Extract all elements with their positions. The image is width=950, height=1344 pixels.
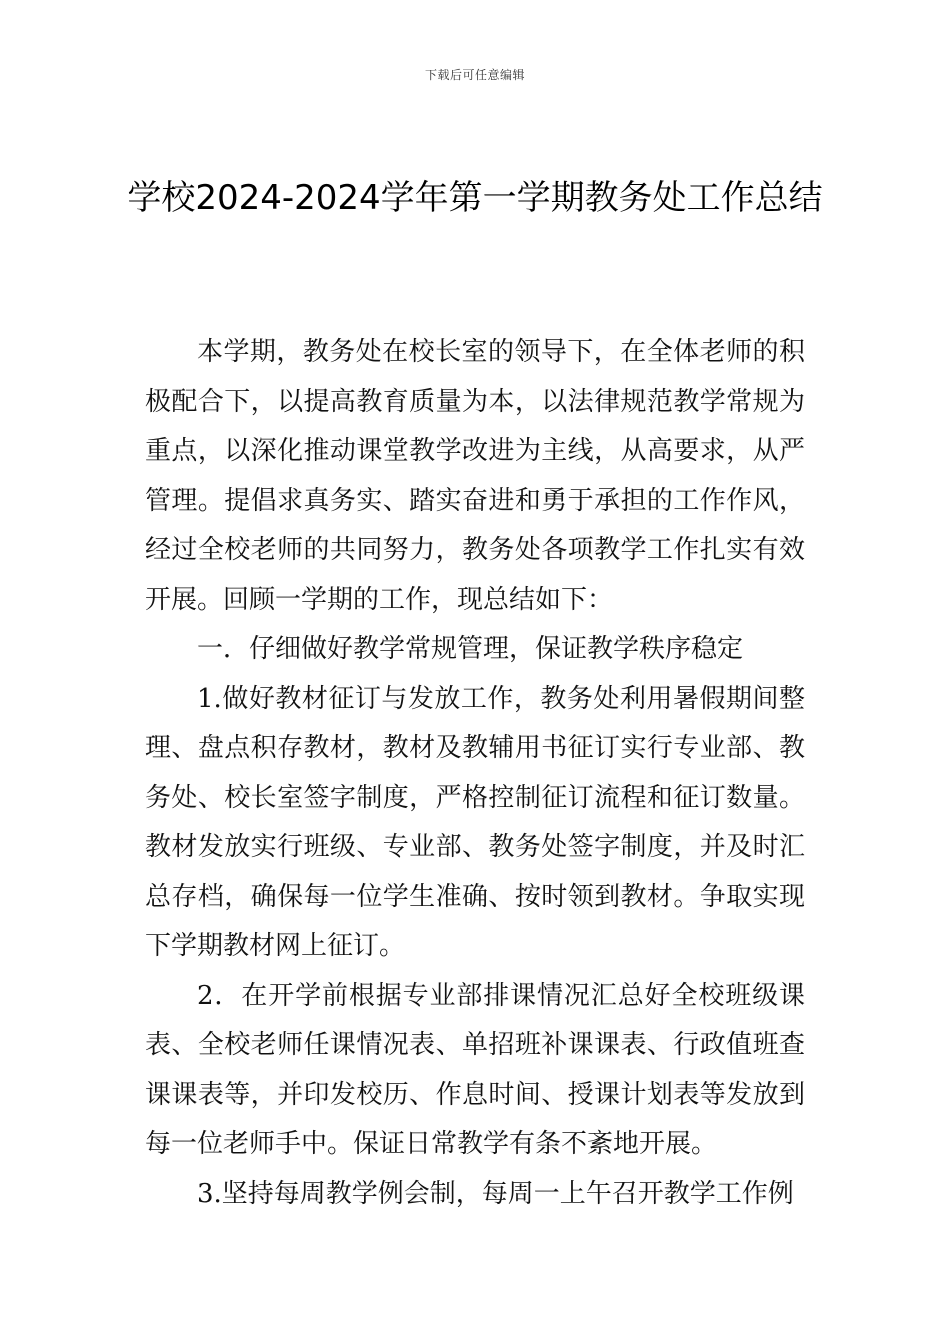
paragraph-item-2: 2．在开学前根据专业部排课情况汇总好全校班级课表、全校老师任课情况表、单招班补课课表、行政值班查课课表等，并印发校历、作息时间、授课计划表等发放到每一位老师手中。保证日常教学有条不紊地开展。 xyxy=(145,980,805,1159)
paragraph-item-1: 1.做好教材征订与发放工作，教务处利用暑假期间整理、盘点积存教材，教材及教辅用书征订实行专业部、教务处、校长室签字制度，严格控制征订流程和征订数量。教材发放实行班级、专业部、教务处签字制度，并及时汇总存档，确保每一位学生准确、按时领到教材。争取实现下学期教材网上征订。 xyxy=(145,683,805,961)
paragraph-intro: 本学期，教务处在校长室的领导下，在全体老师的积极配合下，以提高教育质量为本，以法律规范教学常规为重点，以深化推动课堂教学改进为主线，从高要求，从严管理。提倡求真务实、踏实奋进和勇于承担的工作作风，经过全校老师的共同努力，教务处各项教学工作扎实有效开展。回顾一学期的工作，现总结如下： xyxy=(145,337,805,615)
paragraph-item-3: 3.坚持每周教学例会制，每周一上午召开教学工作例 xyxy=(197,1178,794,1209)
document-body xyxy=(145,328,805,1219)
header-note: 下载后可任意编辑 xyxy=(424,68,525,82)
section-heading-1: 一．仔细做好教学常规管理，保证教学秩序稳定 xyxy=(197,634,744,664)
page-title: 学校2024-2024学年第一学期教务处工作总结 xyxy=(127,178,823,218)
